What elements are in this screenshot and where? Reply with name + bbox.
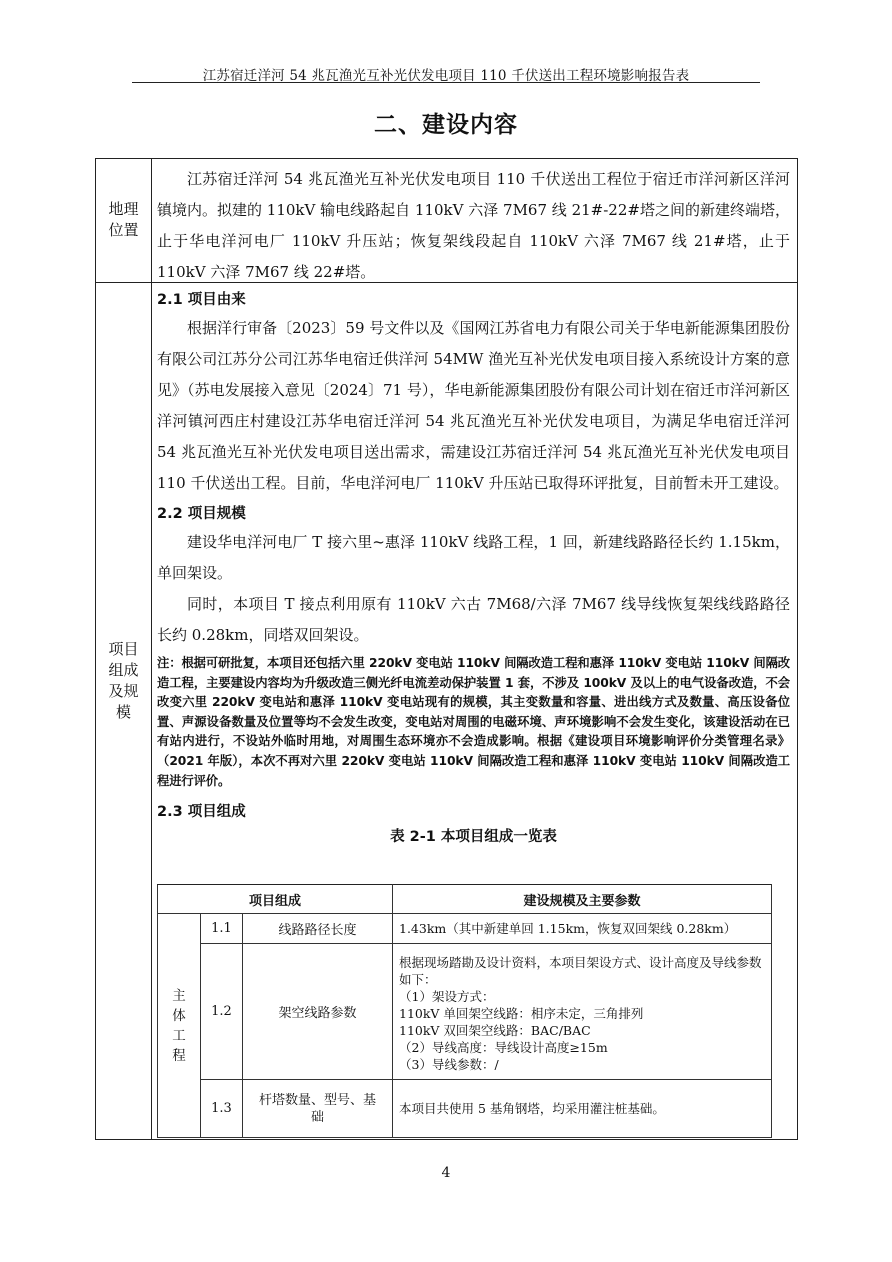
location-label <box>96 199 151 241</box>
row-item: 线路路径长度 <box>243 914 393 944</box>
subsection-2-1-title: 2.1 项目由来 <box>157 292 246 308</box>
subsection-2-3-title: 2.3 项目组成 <box>157 804 246 821</box>
group-label-char: 体 <box>172 1007 186 1024</box>
section-title: 二、建设内容 <box>374 112 518 138</box>
label-line: 项目 <box>108 640 139 658</box>
page-number: 4 <box>441 1165 451 1181</box>
detail-line: 根据现场踏勘及设计资料，本项目架设方式、设计高度及导线参数如下： <box>399 955 762 987</box>
detail-line: （3）导线参数：/ <box>399 1057 499 1072</box>
group-label-char: 主 <box>172 987 186 1004</box>
composition-label <box>96 639 151 723</box>
group-label-char: 程 <box>172 1047 186 1064</box>
composition-table <box>157 884 772 1138</box>
subsection-2-2-text-1: 建设华电洋河电厂 T 接六里~惠泽 110kV 线路工程，1 回，新建线路路径长约 1.15km，单回架设。 <box>157 533 790 582</box>
group-label-char: 工 <box>172 1027 186 1044</box>
location-text: 江苏宿迁洋河 54 兆瓦渔光互补光伏发电项目 110 千伏送出工程位于宿迁市洋河新区洋河镇境内。拟建的 110kV 输电线路起自 110kV 六泽 7M67 线 21#-22#塔之间的新建终端塔，止于华电洋河电厂 110kV 升压站；恢复架线段起自 110kV 六泽 7M67 线 21#塔，止于 110kV 六泽 7M67 线 22#塔。 <box>157 170 790 281</box>
row-item: 杆塔数量、型号、基础 <box>243 1080 393 1138</box>
table-row <box>158 914 772 944</box>
running-header: 江苏宿迁洋河 54 兆瓦渔光互补光伏发电项目 110 千伏送出工程环境影响报告表 <box>202 68 690 84</box>
subsection-2-1-text: 根据洋行审备〔2023〕59 号文件以及《国网江苏省电力有限公司关于华电新能源集团股份有限公司江苏分公司江苏华电宿迁供洋河 54MW 渔光互补光伏发电项目接入系统设计方案的意见》（苏电发展接入意见〔2024〕71 号），华电新能源集团股份有限公司计划在宿迁市洋河新区洋河镇河西庄村建设江苏华电宿迁洋河 54 兆瓦渔光互补光伏发电项目，为满足华电宿迁洋河 54 兆瓦渔光互补光伏发电项目送出需求，需建设江苏宿迁洋河 54 兆瓦渔光互补光伏发电项目 110 千伏送出工程。目前，华电洋河电厂 110kV 升压站已取得环评批复，目前暂未开工建设。 <box>157 319 790 492</box>
row-number: 1.1 <box>201 914 243 944</box>
table-row <box>158 944 772 1080</box>
label-line: 模 <box>115 703 131 721</box>
table-caption: 表 2-1 本项目组成一览表 <box>390 829 557 846</box>
subsection-2-2-title: 2.2 项目规模 <box>157 506 246 522</box>
row-detail <box>393 914 772 944</box>
row-item: 架空线路参数 <box>243 944 393 1080</box>
detail-line: 110kV 双回架空线路：BAC/BAC <box>399 1023 591 1038</box>
detail-line: 110kV 单回架空线路：相序未定，三角排列 <box>399 1006 644 1021</box>
table-row <box>158 1080 772 1138</box>
group-label-cell <box>158 914 201 1138</box>
detail-line: 1.43km（其中新建单回 1.15km，恢复双回架线 0.28km） <box>399 921 737 936</box>
label-line: 位置 <box>108 221 139 239</box>
detail-line: 本项目共使用 5 基角钢塔，均采用灌注桩基础。 <box>399 1101 665 1116</box>
label-line: 及规 <box>108 682 139 700</box>
row-detail <box>393 1080 772 1138</box>
label-line: 地理 <box>108 200 139 218</box>
table-header-left: 项目组成 <box>158 885 393 914</box>
header-rule <box>132 82 760 83</box>
row-number: 1.3 <box>201 1080 243 1138</box>
row-detail <box>393 944 772 1080</box>
detail-line: （2）导线高度：导线设计高度≥15m <box>399 1040 608 1055</box>
location-cell <box>157 164 790 288</box>
table-header-right: 建设规模及主要参数 <box>393 885 772 914</box>
label-line: 组成 <box>108 661 139 679</box>
label-column-divider <box>151 159 152 1139</box>
composition-cell <box>157 287 790 847</box>
content-table <box>95 158 798 1140</box>
note-paragraph: 注：根据可研批复，本项目还包括六里 220kV 变电站 110kV 间隔改造工程和惠泽 110kV 变电站 110kV 间隔改造工程，主要建设内容均为升级改造三侧光纤电流差动保护装置 1 套，不涉及 100kV 及以上的电气设备改造，不会改变六里 220kV 变电站和惠泽 110kV 变电站现有的规模，其主变数量和容量、进出线方式及数量、高压设备位置、声源设备数量及位置等均不会发生改变，变电站对周围的电磁环境、声环境影响不会发生变化，该建设活动在已有站内进行，不设站外临时用地，对周围生态环境亦不会造成影响。根据《建设项目环境影响评价分类管理名录》（2021 年版），本次不再对六里 220kV 变电站 110kV 间隔改造工程和惠泽 110kV 变电站 110kV 间隔改造工程进行评价。 <box>157 656 790 788</box>
subsection-2-2-text-2: 同时，本项目 T 接点利用原有 110kV 六古 7M68/六泽 7M67 线导线恢复架线线路路径长约 0.28km，同塔双回架设。 <box>157 595 790 644</box>
row-number: 1.2 <box>201 944 243 1080</box>
detail-line: （1）架设方式： <box>399 989 495 1004</box>
